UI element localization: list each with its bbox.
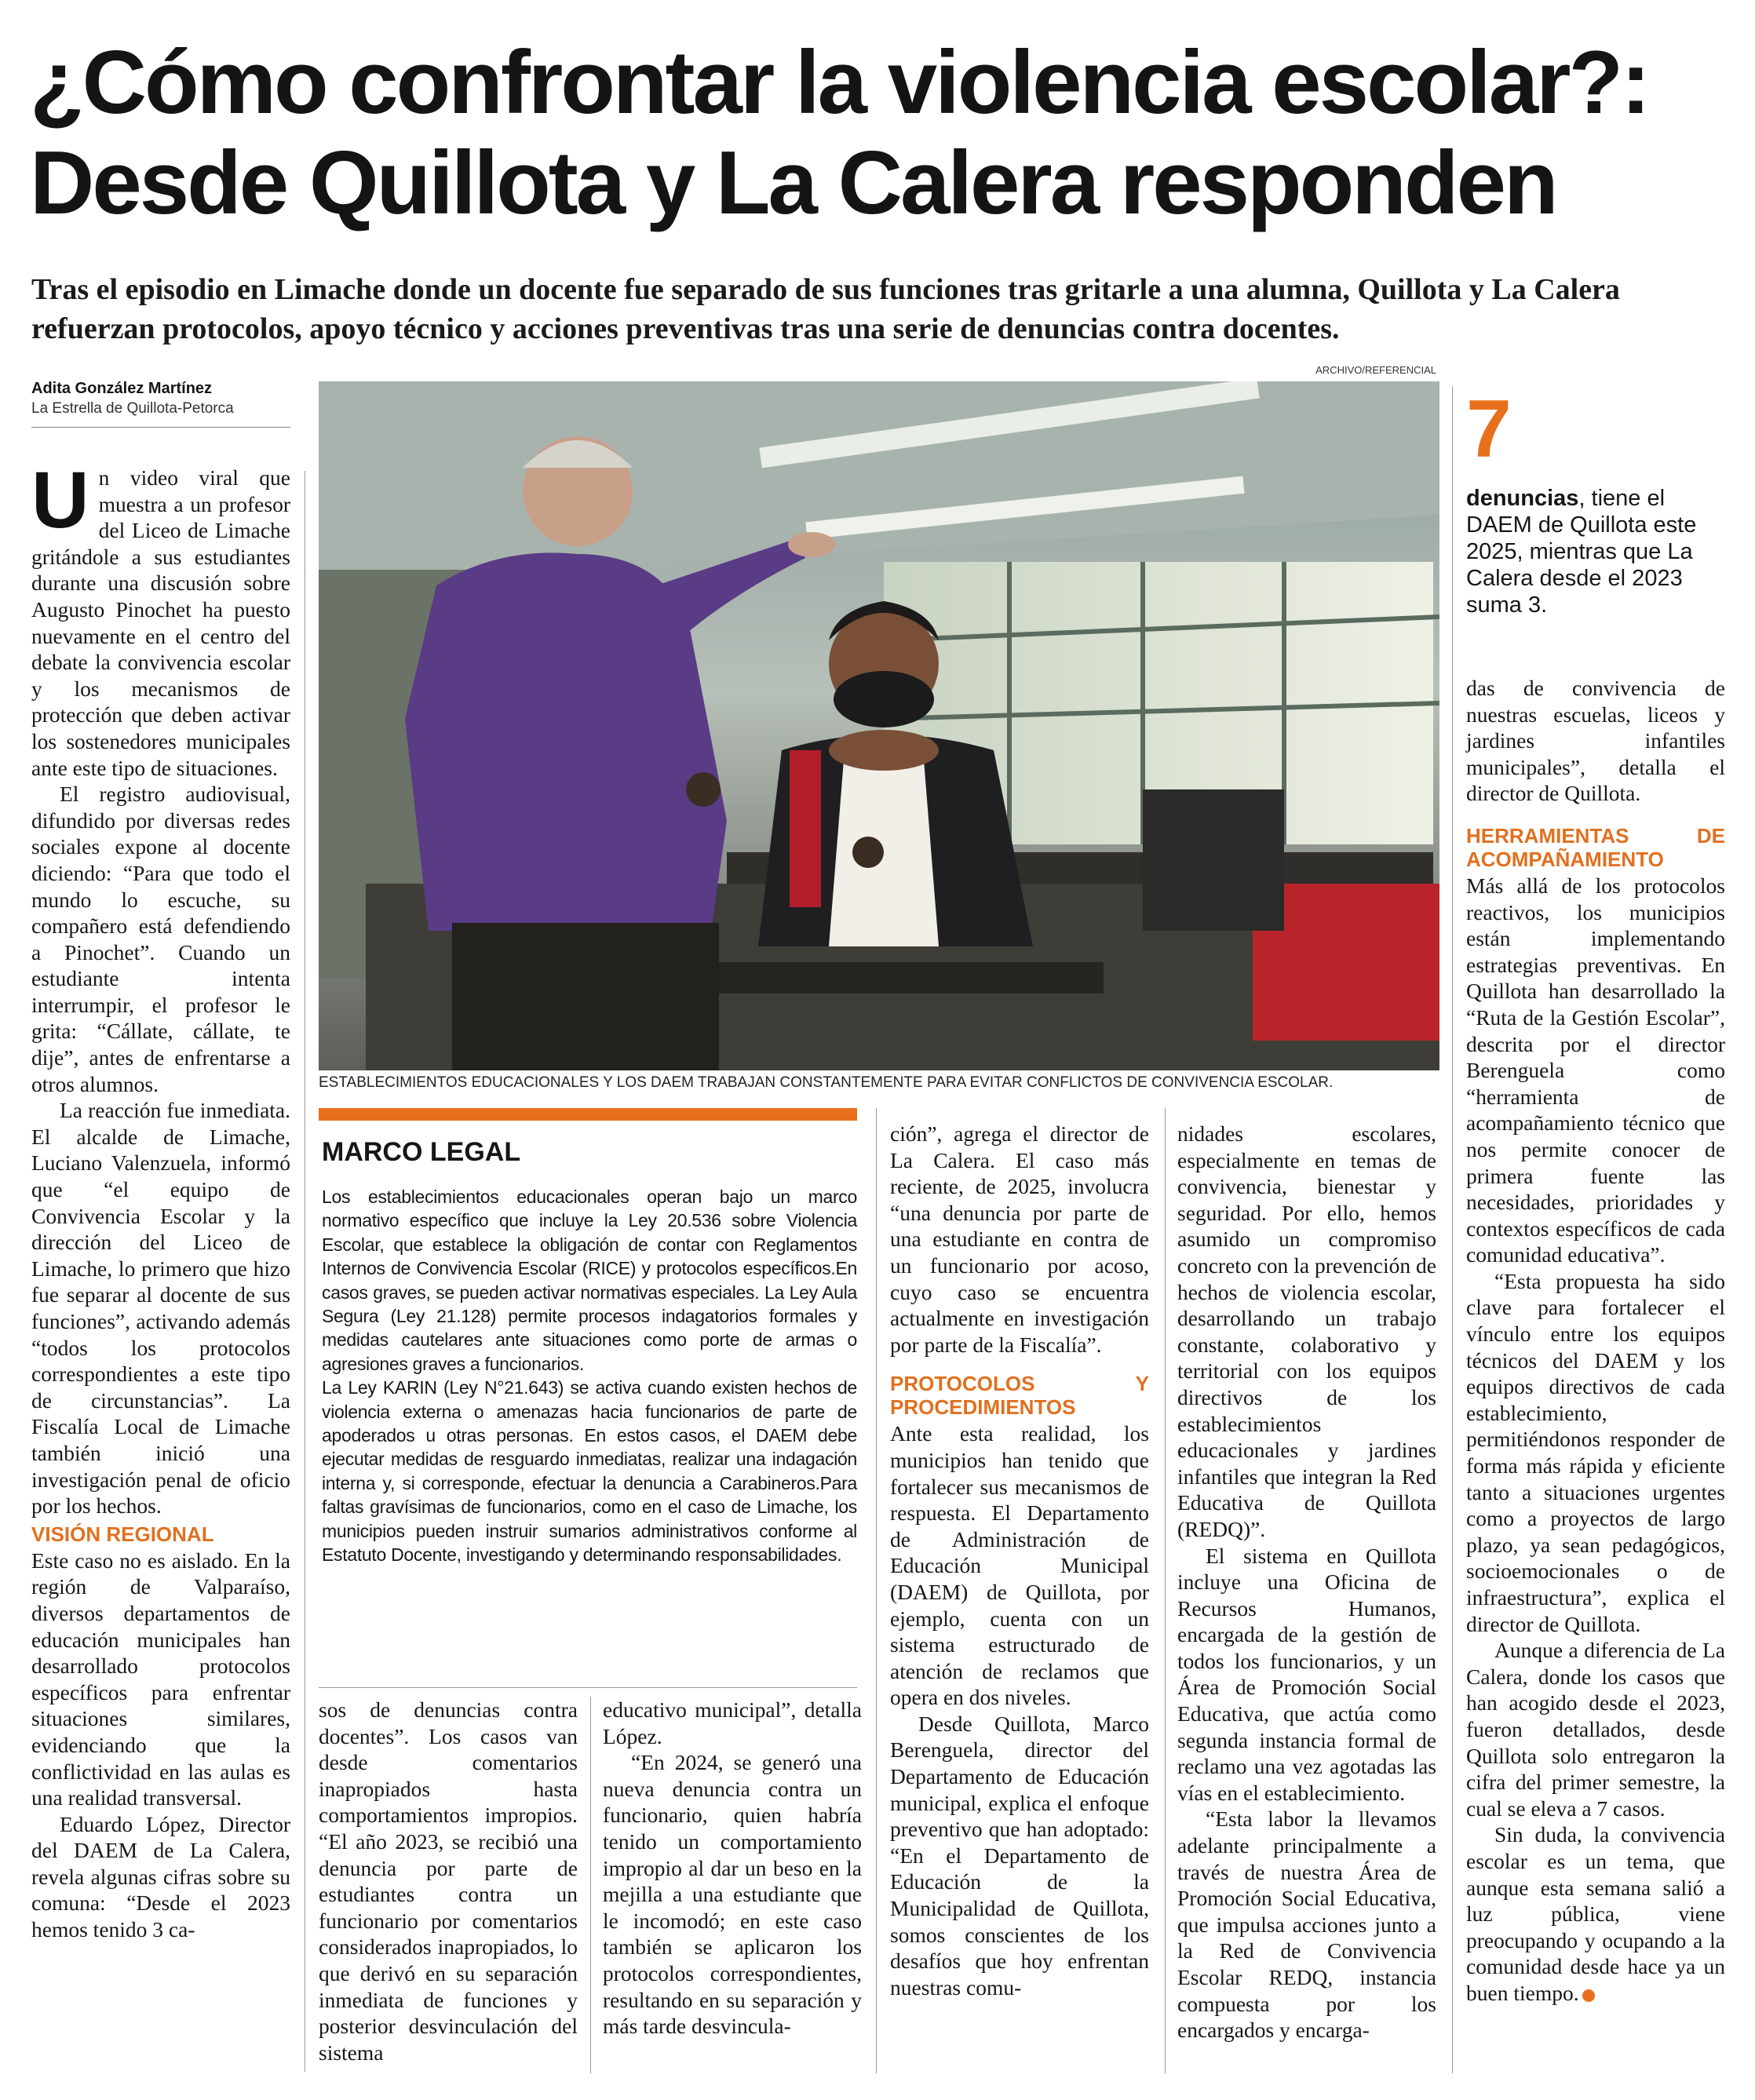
- stat-number: 7: [1466, 384, 1512, 475]
- headline-line-2: Desde Quillota y La Calera responden: [30, 133, 1556, 233]
- paragraph: Este caso no es aislado. En la región de Valparaíso, diversos departamentos de educación municipales han desarrollado protocolos específicos para enfrentar situaciones similares, evidenciando que la conflictividad en las aulas es una realidad transversal.: [31, 1548, 290, 1810]
- paragraph: Eduardo López, Director del DAEM de La Calera, revela algunas cifras sobre su comuna: “Desde el 2023 hemos tenido 3 ca-: [31, 1811, 290, 1942]
- marco-legal-paragraph: La Ley KARIN (Ley N°21.643) se activa cuando existen hechos de violencia externa o amenazas hacia funcionarios de parte de apoderados u otras personas. En estos casos, el DAEM debe ejecutar medidas de resguardo inmediatas, realizar una indagación interna y, si corresponde, efectuar la denuncia a Carabineros.Para faltas gravísimas de funcionarios, como en el caso de Limache, los municipios pueden instruir sumarios administrativos conforme al Estatuto Docente, investigando y determinando responsabilidades.: [322, 1377, 857, 1566]
- paragraph: n video viral que muestra a un profesor del Liceo de Limache gritándole a sus estudiantes durante una discusión sobre Augusto Pinochet ha puesto nuevamente en el centro del debate la convivencia escolar y los mecanismos de protección que deben activar los sostenedores municipales ante este tipo de situaciones.: [31, 465, 290, 780]
- paragraph: ción”, agrega el director de La Calera. El caso más reciente, de 2025, involucra “una denuncia por parte de una estudiante en contra de un funcionario por acoso, cuyo caso se encuentra actualmente en investigación por parte de la Fiscalía”.: [890, 1121, 1149, 1357]
- column-divider: [876, 1108, 877, 2073]
- subhead-vision-regional: VISIÓN REGIONAL: [31, 1522, 214, 1546]
- classroom-photo-illustration: [319, 381, 1439, 1070]
- column-4: [890, 1121, 1149, 2000]
- paragraph: Aunque a diferencia de La Calera, donde los casos que han acogido desde el 2023, fueron detallados, desde Quillota solo entregaron la cifra del primer semestre, la cual se eleva a 7 casos.: [1466, 1638, 1725, 1821]
- stat-box: [1466, 386, 1725, 618]
- end-mark-icon: [1582, 1989, 1595, 2002]
- subhead-herramientas: HERRAMIENTAS DE ACOMPAÑAMIENTO: [1466, 823, 1725, 871]
- drop-cap: U: [31, 455, 89, 545]
- paragraph: El sistema en Quillota incluye una Oficina de Recursos Humanos, encargada de la gestión de todos los funcionarios, y un Área de Promoción Social Educativa, que actúa como segunda instancia formal de reclamo una vez agotadas las vías en el establecimiento.: [1177, 1543, 1436, 1805]
- column-divider: [590, 1697, 591, 2073]
- paragraph: “En 2024, se generó una nueva denuncia contra un funcionario, quien habría tenido un comportamiento impropio al dar un beso en la mejilla a una estudiante que le incomodó; en este caso también se aplicaron los protocolos correspondientes, resultando en su separación y más tarde desvincula-: [603, 1750, 862, 2039]
- photo-caption: ESTABLECIMIENTOS EDUCACIONALES Y LOS DAEM TRABAJAN CONSTANTEMENTE PARA EVITAR CONFLICTOS DE CONVIVENCIA ESCOLAR.: [319, 1074, 1334, 1091]
- paragraph: nidades escolares, especialmente en temas de convivencia, bienestar y seguridad. Por ello, hemos asumido un compromiso concreto con la prevención de hechos de violencia escolar, desarrollando un trabajo constante, colaborativo y territorial con los equipos directivos de los establecimientos educacionales y jardines infantiles que integran la Red Educativa de Quillota (REDQ)”.: [1177, 1121, 1436, 1541]
- column-divider: [1165, 1108, 1166, 2073]
- paragraph: Desde Quillota, Marco Berenguela, director del Departamento de Educación municipal, explica el enfoque preventivo que han adoptado: “En el Departamento de Educación de la Municipalidad de Quillota, somos conscientes de los desafíos que hoy enfrentan nuestras comu-: [890, 1711, 1149, 2000]
- stat-text: [1466, 485, 1725, 618]
- headline-line-1: ¿Cómo confrontar la violencia escolar?:: [30, 33, 1649, 133]
- column-5: [1177, 1121, 1436, 2043]
- paragraph: El registro audiovisual, difundido por diversas redes sociales expone al docente diciendo: “Para que todo el mundo lo escuche, su compañero está defendiendo a Pinochet”. Cuando un estudiante intenta interrumpir, el profesor le grita: “Cállate, cállate, te dije”, antes de enfrentarse a otros alumnos.: [31, 782, 290, 1096]
- subhead-protocolos: PROTOCOLOS Y PROCEDIMIENTOS: [890, 1372, 1149, 1420]
- photo-credit: ARCHIVO/REFERENCIAL: [1315, 364, 1436, 376]
- column-6: [1466, 675, 1725, 2007]
- paragraph: “Esta propuesta ha sido clave para fortalecer el vínculo entre los equipos técnicos del DAEM y los equipos directivos de cada establecimiento, permitiéndonos responder de forma más rápida y eficiente tanto a situaciones urgentes como a proyectos de largo plazo, ya sean pedagógicos, socioemocionales o de infraestructura”, explica el director de Quillota.: [1466, 1268, 1725, 1636]
- paragraph: Más allá de los protocolos reactivos, los municipios están implementando estrategias preventivas. En Quillota han desarrollado la “Ruta de la Gestión Escolar”, descrita por el director Berenguela como “herramienta de acompañamiento técnico que nos permite conocer de primera fuente las necesidades, prioridades y contextos específicos de cada comunidad educativa”.: [1466, 873, 1725, 1267]
- publication-name: La Estrella de Quillota-Petorca: [31, 399, 290, 428]
- paragraph: [1466, 1821, 1725, 2006]
- divider: [319, 1687, 857, 1688]
- paragraph: “Esta labor la llevamos adelante principalmente a través de nuestra Área de Promoción Social Educativa, que impulsa acciones junto a la Red de Convivencia Escolar REDQ, instancia compuesta por los encargados y encarga-: [1177, 1807, 1436, 2043]
- paragraph: das de convivencia de nuestras escuelas, liceos y jardines infantiles municipales”, detalla el director de Quillota.: [1466, 676, 1725, 806]
- column-divider: [1452, 386, 1453, 2073]
- paragraph: La reacción fue inmediata. El alcalde de Limache, Luciano Valenzuela, informó que “el equipo de Convivencia Escolar y la dirección del Liceo de Limache, lo primero que hizo fue separar al docente de sus funciones”, activando además “todos los protocolos correspondientes a este tipo de circunstancias”. La Fiscalía Local de Limache también inició una investigación penal de oficio por los hechos.: [31, 1098, 290, 1518]
- marco-legal-accent-bar: [319, 1108, 857, 1121]
- closing-text: Sin duda, la convivencia escolar es un tema, que aunque esta semana salió a luz pública, viene preocupando y ocupando a la comunidad desde hace ya un buen tiempo.: [1466, 1822, 1725, 2005]
- headline: [30, 33, 1725, 234]
- author-name: Adita González Martínez: [31, 380, 213, 397]
- marco-legal-paragraph: Los establecimientos educacionales operan bajo un marco normativo específico que incluye la Ley 20.536 sobre Violencia Escolar, que establece la obligación de contar con Reglamentos Internos de Convivencia Escolar (RICE) y protocolos específicos.En casos graves, se pueden activar normativas especiales. La Ley Aula Segura (Ley 21.128) permite procesos indagatorios formales y medidas cautelares ante situaciones como porte de armas o agresiones graves a funcionarios.: [322, 1187, 857, 1374]
- paragraph: Ante esta realidad, los municipios han tenido que fortalecer sus mecanismos de respuesta. El Departamento de Administración de Educación Municipal (DAEM) de Quillota, por ejemplo, cuenta con un sistema estructurado de atención de reclamos que opera en dos niveles.: [890, 1421, 1149, 1710]
- marco-legal-title: MARCO LEGAL: [322, 1137, 521, 1167]
- classroom-photo: [319, 381, 1439, 1070]
- marco-legal-body: [322, 1185, 857, 1567]
- stat-rest: , tiene el DAEM de Quillota este 2025, mientras que La Calera desde el 2023 suma 3.: [1466, 486, 1697, 618]
- column-2: [319, 1697, 578, 2065]
- marco-legal-box: [319, 1108, 857, 1567]
- byline: [31, 378, 290, 428]
- stat-bold: denuncias: [1466, 486, 1579, 511]
- column-1: [31, 455, 290, 1943]
- deck-subtitle: Tras el episodio en Limache donde un docente fue separado de sus funciones tras gritarle a una alumna, Quillota y La Calera refuerzan protocolos, apoyo técnico y acciones preventivas tras una serie de denuncias contra docentes.: [31, 273, 1620, 345]
- column-3: [603, 1697, 862, 2040]
- paragraph: educativo municipal”, detalla López.: [603, 1697, 862, 1748]
- paragraph: sos de denuncias contra docentes”. Los casos van desde comentarios inapropiados hasta comportamientos impropios. “El año 2023, se recibió una denuncia por parte de estudiantes contra un funcionario por comentarios considerados inapropiados, lo que derivó en su separación inmediata de funciones y posterior desvinculación del sistema: [319, 1697, 578, 2065]
